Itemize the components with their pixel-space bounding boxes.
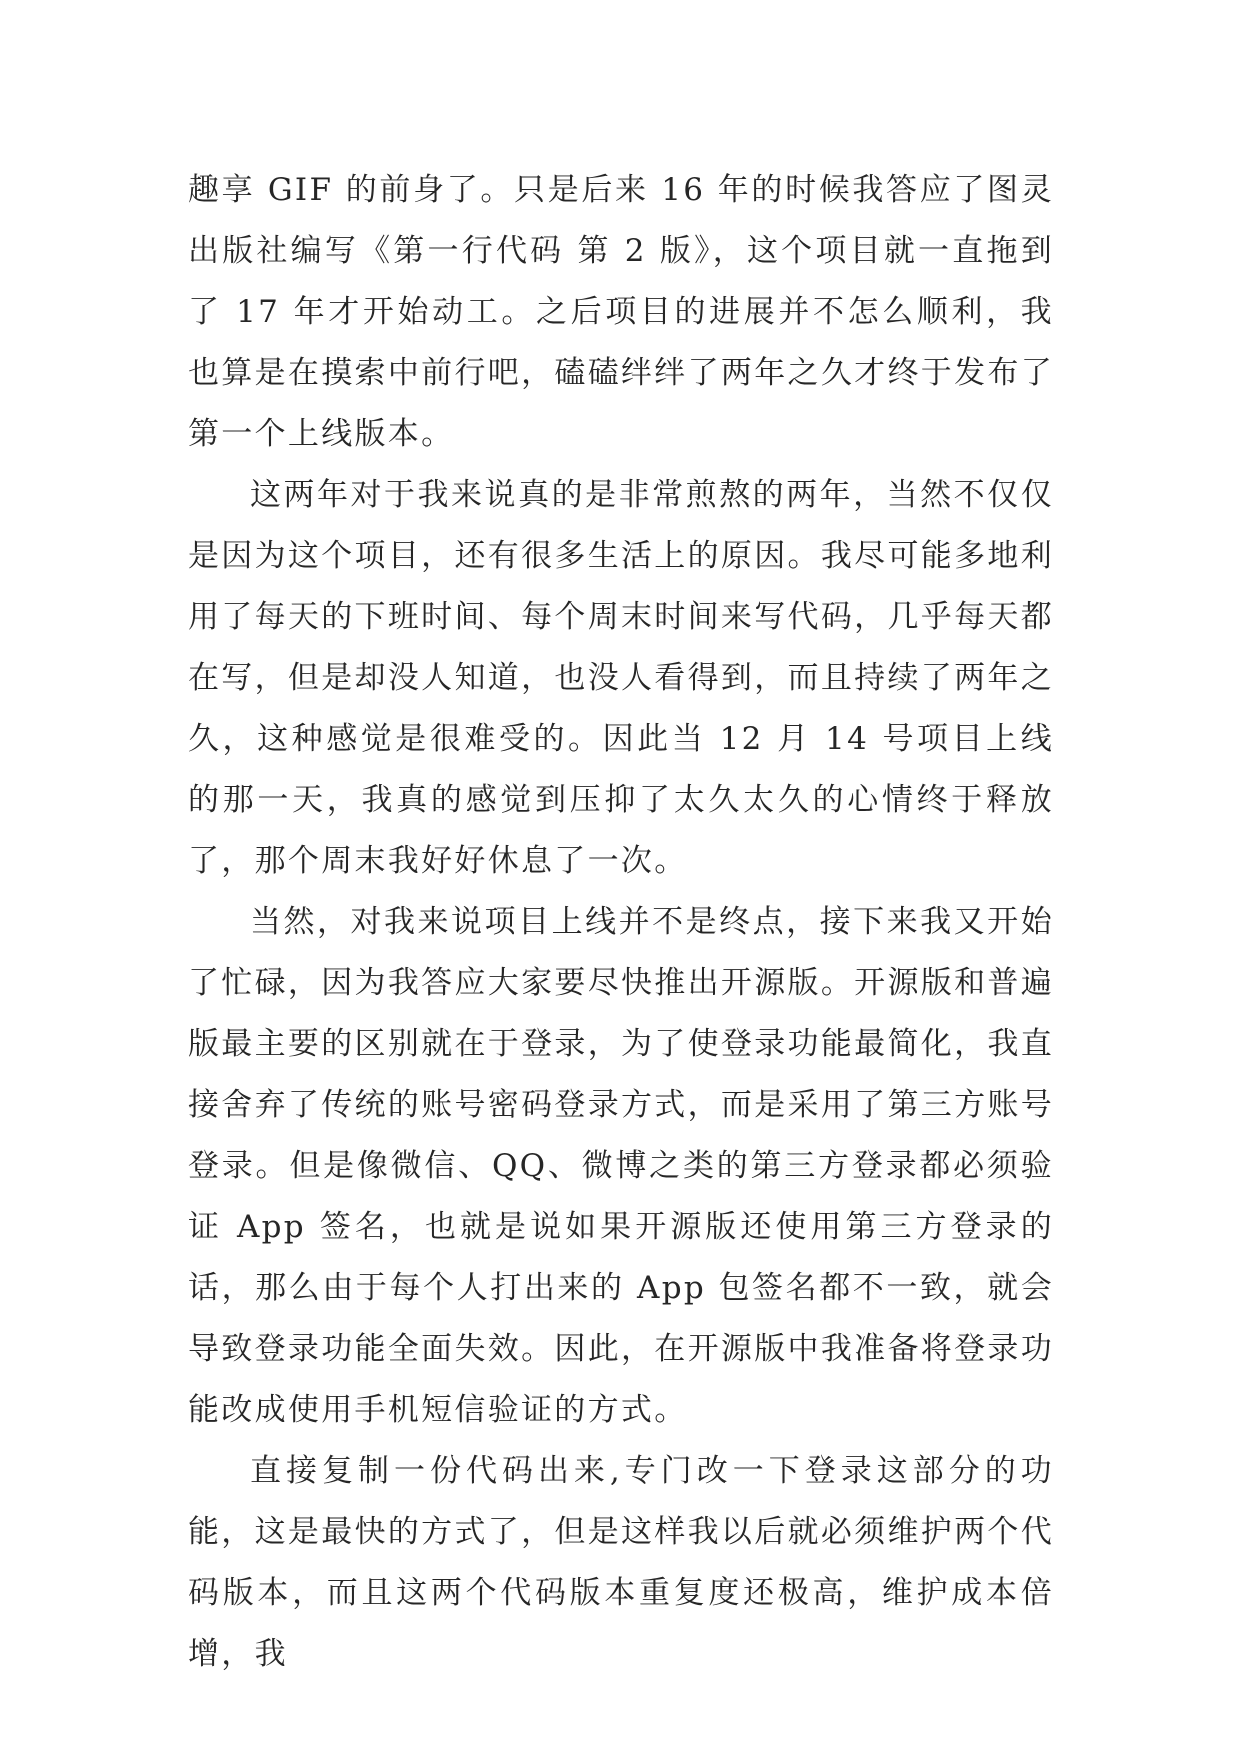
- paragraph-1: 趣享 GIF 的前身了。只是后来 16 年的时候我答应了图灵出版社编写《第一行代码 第 2 版》，这个项目就一直拖到了 17 年才开始动工。之后项目的进展并不怎么顺利，我也算是在摸索中前行吧，磕磕绊绊了两年之久才终于发布了第一个上线版本。: [188, 172, 1054, 452]
- body-text: [188, 160, 1054, 1685]
- paragraph-2: 这两年对于我来说真的是非常煎熬的两年，当然不仅仅是因为这个项目，还有很多生活上的原因。我尽可能多地利用了每天的下班时间、每个周末时间来写代码，几乎每天都在写，但是却没人知道，也没人看得到，而且持续了两年之久，这种感觉是很难受的。因此当 12 月 14 号项目上线的那一天，我真的感觉到压抑了太久太久的心情终于释放了，那个周末我好好休息了一次。: [188, 477, 1054, 879]
- paragraph-3: 当然，对我来说项目上线并不是终点，接下来我又开始了忙碌，因为我答应大家要尽快推出开源版。开源版和普遍版最主要的区别就在于登录，为了使登录功能最简化，我直接舍弃了传统的账号密码登录方式，而是采用了第三方账号登录。但是像微信、QQ、微博之类的第三方登录都必须验证 App 签名，也就是说如果开源版还使用第三方登录的话，那么由于每个人打出来的 App 包签名都不一致，就会导致登录功能全面失效。因此，在开源版中我准备将登录功能改成使用手机短信验证的方式。: [188, 904, 1054, 1428]
- paragraph-4: 直接复制一份代码出来,专门改一下登录这部分的功能，这是最快的方式了，但是这样我以后就必须维护两个代码版本，而且这两个代码版本重复度还极高，维护成本倍增，我: [188, 1453, 1054, 1672]
